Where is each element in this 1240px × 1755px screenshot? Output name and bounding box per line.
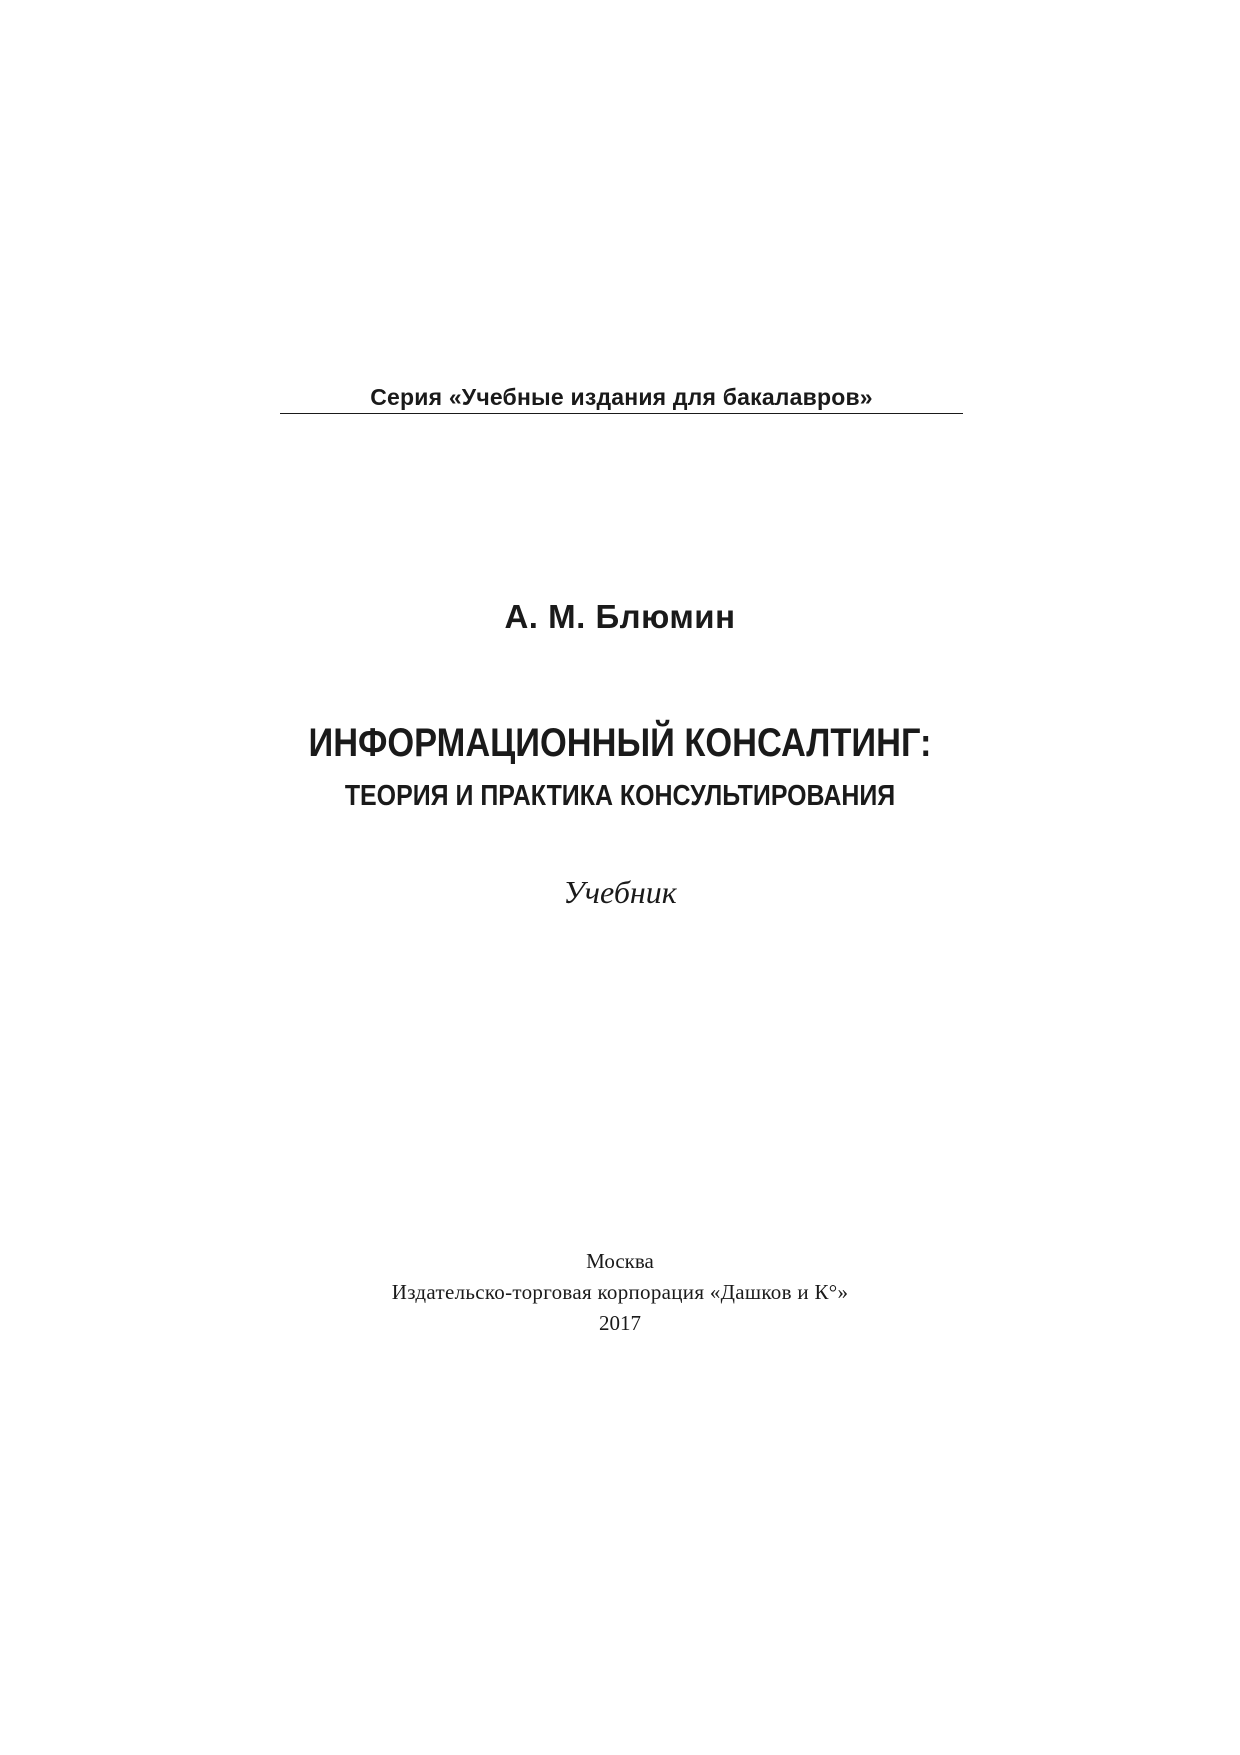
- book-subtitle: ТЕОРИЯ И ПРАКТИКА КОНСУЛЬТИРОВАНИЯ: [344, 780, 896, 812]
- book-genre: Учебник: [563, 874, 677, 910]
- imprint-publisher: Издательско-торговая корпорация «Дашков и К°»: [391, 1280, 849, 1304]
- author-name: А. М. Блюмин: [504, 598, 736, 635]
- book-title: ИНФОРМАЦИОННЫЙ КОНСАЛТИНГ:: [308, 721, 932, 765]
- imprint-city: Москва: [586, 1249, 654, 1273]
- series-divider: [280, 413, 963, 414]
- imprint-year: 2017: [599, 1311, 641, 1335]
- series-title: Серия «Учебные издания для бакалавров»: [370, 384, 873, 410]
